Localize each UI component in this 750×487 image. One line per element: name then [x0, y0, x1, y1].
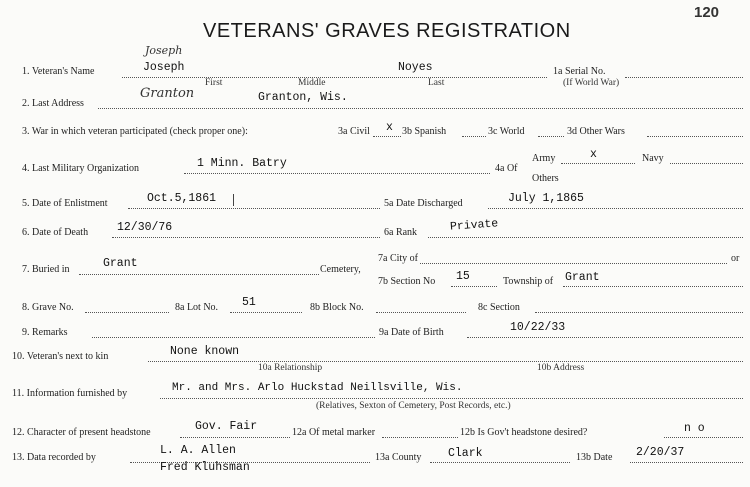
- last-name-value: Noyes: [398, 61, 433, 74]
- gov-headstone-line: [664, 437, 743, 438]
- spanish-label: 3b Spanish: [402, 126, 447, 137]
- cemetery-label: Cemetery,: [320, 264, 361, 275]
- page-number: 120: [694, 4, 720, 21]
- middle-caption: Middle: [298, 78, 326, 88]
- veteran-name-label: 1. Veteran's Name: [22, 66, 95, 77]
- army-line: [561, 163, 635, 164]
- last-address-label: 2. Last Address: [22, 98, 84, 109]
- of-label: 4a Of: [495, 163, 518, 174]
- date-line: [630, 462, 743, 463]
- enlistment-bracket: [233, 194, 234, 206]
- organization-line: [184, 173, 490, 174]
- section-line: [535, 312, 743, 313]
- first-caption: First: [205, 78, 223, 88]
- enlistment-value: Oct.5,1861: [147, 192, 217, 205]
- next-of-kin-line: [148, 361, 743, 362]
- last-address-line: [98, 108, 743, 109]
- or-label: or: [731, 253, 740, 264]
- civil-line: [373, 136, 401, 137]
- address-caption: 10b Address: [537, 363, 585, 373]
- section-label: 8c Section: [478, 302, 520, 313]
- grave-no-line: [85, 312, 169, 313]
- headstone-value: Gov. Fair: [195, 420, 258, 433]
- first-name-value: Joseph: [143, 61, 185, 74]
- death-label: 6. Date of Death: [22, 227, 89, 238]
- recorder-label: 13. Data recorded by: [12, 452, 96, 463]
- serial-no-caption: (If World War): [563, 78, 620, 88]
- birth-value: 10/22/33: [510, 321, 566, 334]
- section-no-value: 15: [456, 270, 470, 283]
- township-value: Grant: [565, 271, 600, 284]
- birth-label: 9a Date of Birth: [379, 327, 444, 338]
- county-label: 13a County: [375, 452, 422, 463]
- recorder-value-1: L. A. Allen: [160, 444, 236, 457]
- first-name-handwritten: Joseph: [145, 44, 183, 57]
- rank-label: 6a Rank: [384, 227, 418, 238]
- army-mark: x: [590, 148, 597, 161]
- world-line: [538, 136, 564, 137]
- navy-label: Navy: [642, 153, 664, 164]
- buried-in-value: Grant: [103, 257, 138, 270]
- address-handwritten: Granton: [140, 86, 195, 101]
- discharged-label: 5a Date Discharged: [384, 198, 463, 209]
- county-line: [430, 462, 570, 463]
- informant-caption: (Relatives, Sexton of Cemetery, Post Records, etc.): [316, 401, 511, 411]
- army-label: Army: [532, 153, 556, 164]
- enlistment-label: 5. Date of Enlistment: [22, 198, 108, 209]
- buried-in-line: [79, 274, 319, 275]
- metal-marker-label: 12a Of metal marker: [292, 427, 376, 438]
- date-value: 2/20/37: [636, 446, 685, 459]
- township-line: [563, 286, 743, 287]
- other-wars-line: [647, 136, 743, 137]
- discharged-value: July 1,1865: [508, 192, 584, 205]
- last-address-value: Granton, Wis.: [258, 91, 348, 104]
- gov-headstone-value: n o: [684, 422, 705, 435]
- section-no-label: 7b Section No: [378, 276, 436, 287]
- civil-label: 3a Civil: [338, 126, 370, 137]
- relationship-caption: 10a Relationship: [258, 363, 323, 373]
- spanish-line: [462, 136, 486, 137]
- birth-line: [467, 337, 743, 338]
- world-label: 3c World: [488, 126, 525, 137]
- last-caption: Last: [428, 78, 445, 88]
- others-label: Others: [532, 173, 559, 184]
- date-label: 13b Date: [576, 452, 613, 463]
- veteran-name-line: [122, 77, 547, 78]
- rank-value: Private: [449, 217, 499, 234]
- informant-value: Mr. and Mrs. Arlo Huckstad Neillsville, Wis.: [172, 382, 463, 394]
- war-label: 3. War in which veteran participated (check proper one):: [22, 126, 248, 137]
- organization-value: 1 Minn. Batry: [197, 157, 287, 170]
- block-no-label: 8b Block No.: [310, 302, 364, 313]
- block-no-line: [376, 312, 466, 313]
- serial-no-label: 1a Serial No.: [553, 66, 606, 77]
- township-label: Township of: [503, 276, 554, 287]
- civil-mark: x: [386, 121, 393, 134]
- navy-line: [670, 163, 743, 164]
- headstone-label: 12. Character of present headstone: [12, 427, 151, 438]
- remarks-line: [92, 337, 375, 338]
- informant-line: [160, 398, 743, 399]
- next-of-kin-label: 10. Veteran's next to kin: [12, 351, 109, 362]
- lot-no-label: 8a Lot No.: [175, 302, 219, 313]
- organization-label: 4. Last Military Organization: [22, 163, 140, 174]
- remarks-label: 9. Remarks: [22, 327, 68, 338]
- lot-no-line: [230, 312, 302, 313]
- buried-in-label: 7. Buried in: [22, 264, 70, 275]
- other-wars-label: 3d Other Wars: [567, 126, 625, 137]
- death-line: [112, 237, 380, 238]
- section-no-line: [451, 286, 497, 287]
- lot-no-value: 51: [242, 296, 256, 309]
- page-title: VETERANS' GRAVES REGISTRATION: [203, 20, 571, 42]
- grave-no-label: 8. Grave No.: [22, 302, 74, 313]
- recorder-value-2: Fred Kluhsman: [160, 461, 250, 474]
- next-of-kin-value: None known: [170, 345, 240, 358]
- enlistment-line: [128, 208, 380, 209]
- serial-no-line: [625, 77, 743, 78]
- discharged-line: [488, 208, 743, 209]
- headstone-line: [180, 437, 290, 438]
- rank-line: [428, 237, 743, 238]
- city-line: [420, 263, 727, 264]
- county-value: Clark: [448, 447, 483, 460]
- gov-headstone-label: 12b Is Gov't headstone desired?: [460, 427, 588, 438]
- metal-marker-line: [382, 437, 458, 438]
- death-value: 12/30/76: [117, 221, 173, 234]
- city-label: 7a City of: [378, 253, 418, 264]
- informant-label: 11. Information furnished by: [12, 388, 128, 399]
